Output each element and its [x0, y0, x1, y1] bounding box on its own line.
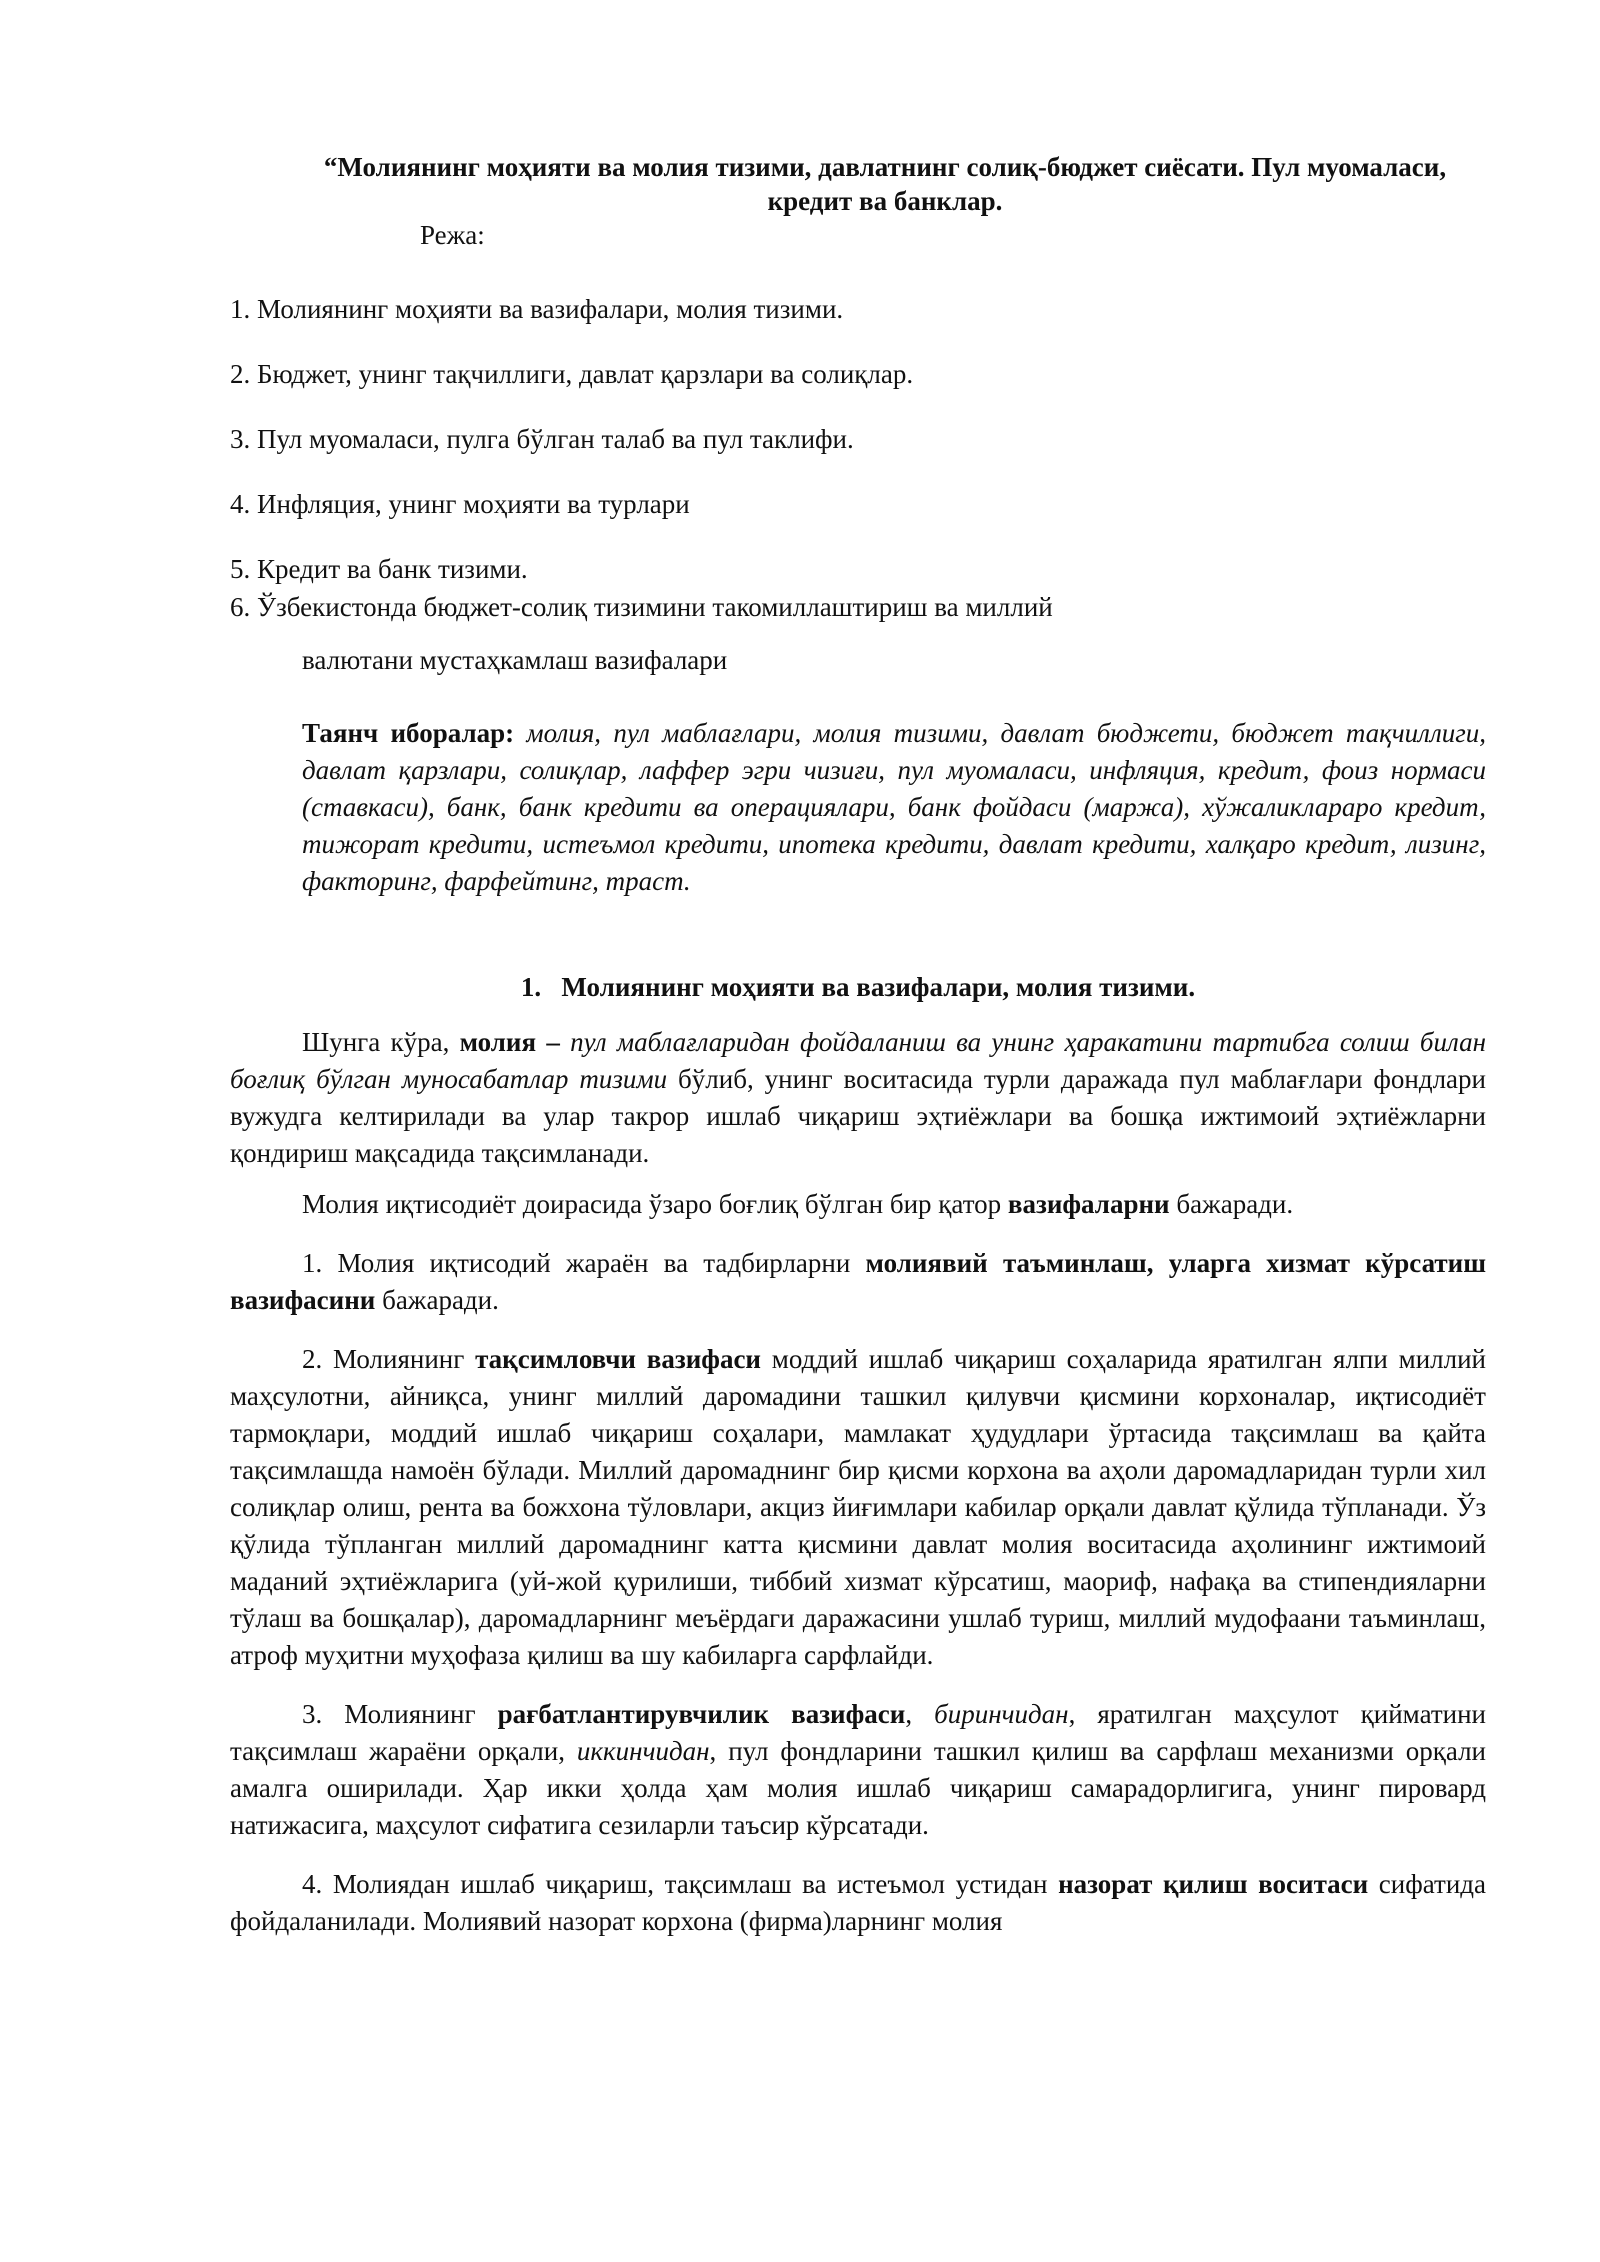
- text-run: Шунга кўра,: [302, 1027, 460, 1057]
- plan-heading: Режа:: [420, 220, 485, 250]
- keywords-text: молия, пул маблағлари, молия тизими, давлат бюджети, бюджет тақчиллиги, давлат қарзлари, солиқлар, лаффер эгри чизиғи, пул муомаласи, инфляция, кредит, фоиз нормаси (ставкаси), банк, банк кредити ва операциялари, банк фойдаси (маржа), хўжаликлараро кредит, тижорат кредити, истеъмол кредити, ипотека кредити, давлат кредити, халқаро кредит, лизинг, факторинг, фарфейтинг, траст.: [302, 718, 1487, 896]
- paragraph-function-1: [230, 1245, 1486, 1319]
- bold-term: тақсимловчи вазифаси: [475, 1344, 761, 1374]
- text-run: бажаради.: [375, 1285, 499, 1315]
- text-run: 3. Молиянинг: [302, 1699, 498, 1729]
- text-run: 2. Молиянинг: [302, 1344, 476, 1374]
- plan-item: 1. Молиянинг моҳияти ва вазифалари, молия тизими.: [230, 294, 844, 324]
- italic-run: биринчидан: [934, 1699, 1069, 1729]
- bold-term: рағбатлантирувчилик вазифаси: [497, 1699, 906, 1729]
- plan-item: [230, 590, 1486, 677]
- paragraph-function-3: [230, 1696, 1486, 1844]
- section-heading: 1. Молиянинг моҳияти ва вазифалари, молия тизими.: [520, 972, 1196, 1002]
- italic-run: пул маблағларидан фойдаланиш ва унинг ҳаракатини тартибга солиш билан боғлиқ бўлган муносабатлар тизими: [230, 1027, 1486, 1094]
- bold-term: вазифаларни: [1007, 1189, 1170, 1219]
- text-run: , пул фондларини ташкил қилиш ва сарфлаш механизми орқали амалга оширилади. Ҳар икки ҳолда ҳам молия ишлаб чиқариш самарадорлигига, унинг пировард натижасига, маҳсулот сифатига сезиларли таъсир кўрсатади.: [230, 1736, 1487, 1840]
- paragraph-definition: [230, 1024, 1486, 1172]
- italic-run: иккинчидан: [576, 1736, 710, 1766]
- plan-item-6-first: 6. Ўзбекистонда бюджет-солиқ тизимини такомиллаштириш ва миллий: [230, 592, 1053, 622]
- text-run: сифатида фойдаланилади. Молиявий назорат корхона (фирма)ларнинг молия: [230, 1869, 1486, 1936]
- text-run: моддий ишлаб чиқариш соҳаларида яратилган ялпи миллий маҳсулотни, айниқса, унинг миллий даромадини ташкил қилувчи қисмини корхоналар, иқтисодиёт тармоқлари, моддий ишлаб чиқариш соҳалари, мамлакат ҳудудлари ўртасида тақсимлаш ва қайта тақсимлашда намоён бўлади. Миллий даромаднинг бир қисми корхона ва аҳоли даромадларидан турли хил солиқлар олиш, рента ва божхона тўловлари, акциз йиғимлари кабилар орқали давлат қўлида тўпланади. Ўз қўлида тўпланган миллий даромаднинг катта қисмини давлат молия воситасида аҳолининг ижтимоий маданий эҳтиёжларига (уй-жой қурилиши, тиббий хизмат кўрсатиш, маориф, нафақа ва стипендияларни тўлаш ва бошқалар), даромадларнинг меъёрдаги даражасини ушлаб туриш, миллий мудофаани таъминлаш, атроф муҳитни муҳофаза қилиш ва шу кабиларга сарфлайди.: [230, 1344, 1486, 1670]
- paragraph-function-2: [230, 1341, 1486, 1674]
- plan-item: 3. Пул муомаласи, пулга бўлган талаб ва пул таклифи.: [230, 424, 854, 454]
- plan-item: 4. Инфляция, унинг моҳияти ва турлари: [230, 489, 690, 519]
- text-run: Молия иқтисодиёт доирасида ўзаро боғлиқ бўлган бир қатор: [302, 1189, 1008, 1219]
- text-run: бажаради.: [1169, 1189, 1294, 1219]
- bold-term: молиявий таъминлаш, уларга хизмат кўрсатиш вазифасини: [230, 1248, 1486, 1315]
- keywords-label: Таянч иборалар:: [302, 718, 515, 748]
- text-run: бўлиб, унинг воситасида турли даражада пул маблағлари фондлари вужудга келтирилади ва улар такрор ишлаб чиқариш эҳтиёжлари ва бошқа ижтимоий эҳтиёжларни қондириш мақсадида тақсимланади.: [230, 1064, 1486, 1168]
- plan-item: 2. Бюджет, унинг тақчиллиги, давлат қарзлари ва солиқлар.: [230, 359, 914, 389]
- plan-item-6-cont: валютани мустаҳкамлаш вазифалари: [302, 645, 728, 675]
- document-page: [230, 150, 1486, 1954]
- text-run: 1. Молия иқтисодий жараён ва тадбирларни: [302, 1248, 866, 1278]
- bold-term: молия –: [459, 1027, 560, 1057]
- text-run: ,: [905, 1699, 935, 1729]
- plan-item: 5. Кредит ва банк тизими.: [230, 554, 528, 584]
- keywords-block: [302, 715, 1486, 900]
- text-run: 4. Молиядан ишлаб чиқариш, тақсимлаш ва истеъмол устидан: [302, 1869, 1059, 1899]
- plan-list: [230, 292, 1486, 677]
- document-title: “Молиянинг моҳияти ва молия тизими, давлатнинг солиқ-бюджет сиёсати. Пул муомаласи, кредит ва банклар.: [323, 152, 1447, 216]
- paragraph-functions-intro: [230, 1186, 1486, 1223]
- paragraph-function-4: [230, 1866, 1486, 1940]
- text-run: , яратилган маҳсулот қийматини тақсимлаш жараёни орқали,: [230, 1699, 1487, 1766]
- bold-term: назорат қилиш воситаси: [1058, 1869, 1369, 1899]
